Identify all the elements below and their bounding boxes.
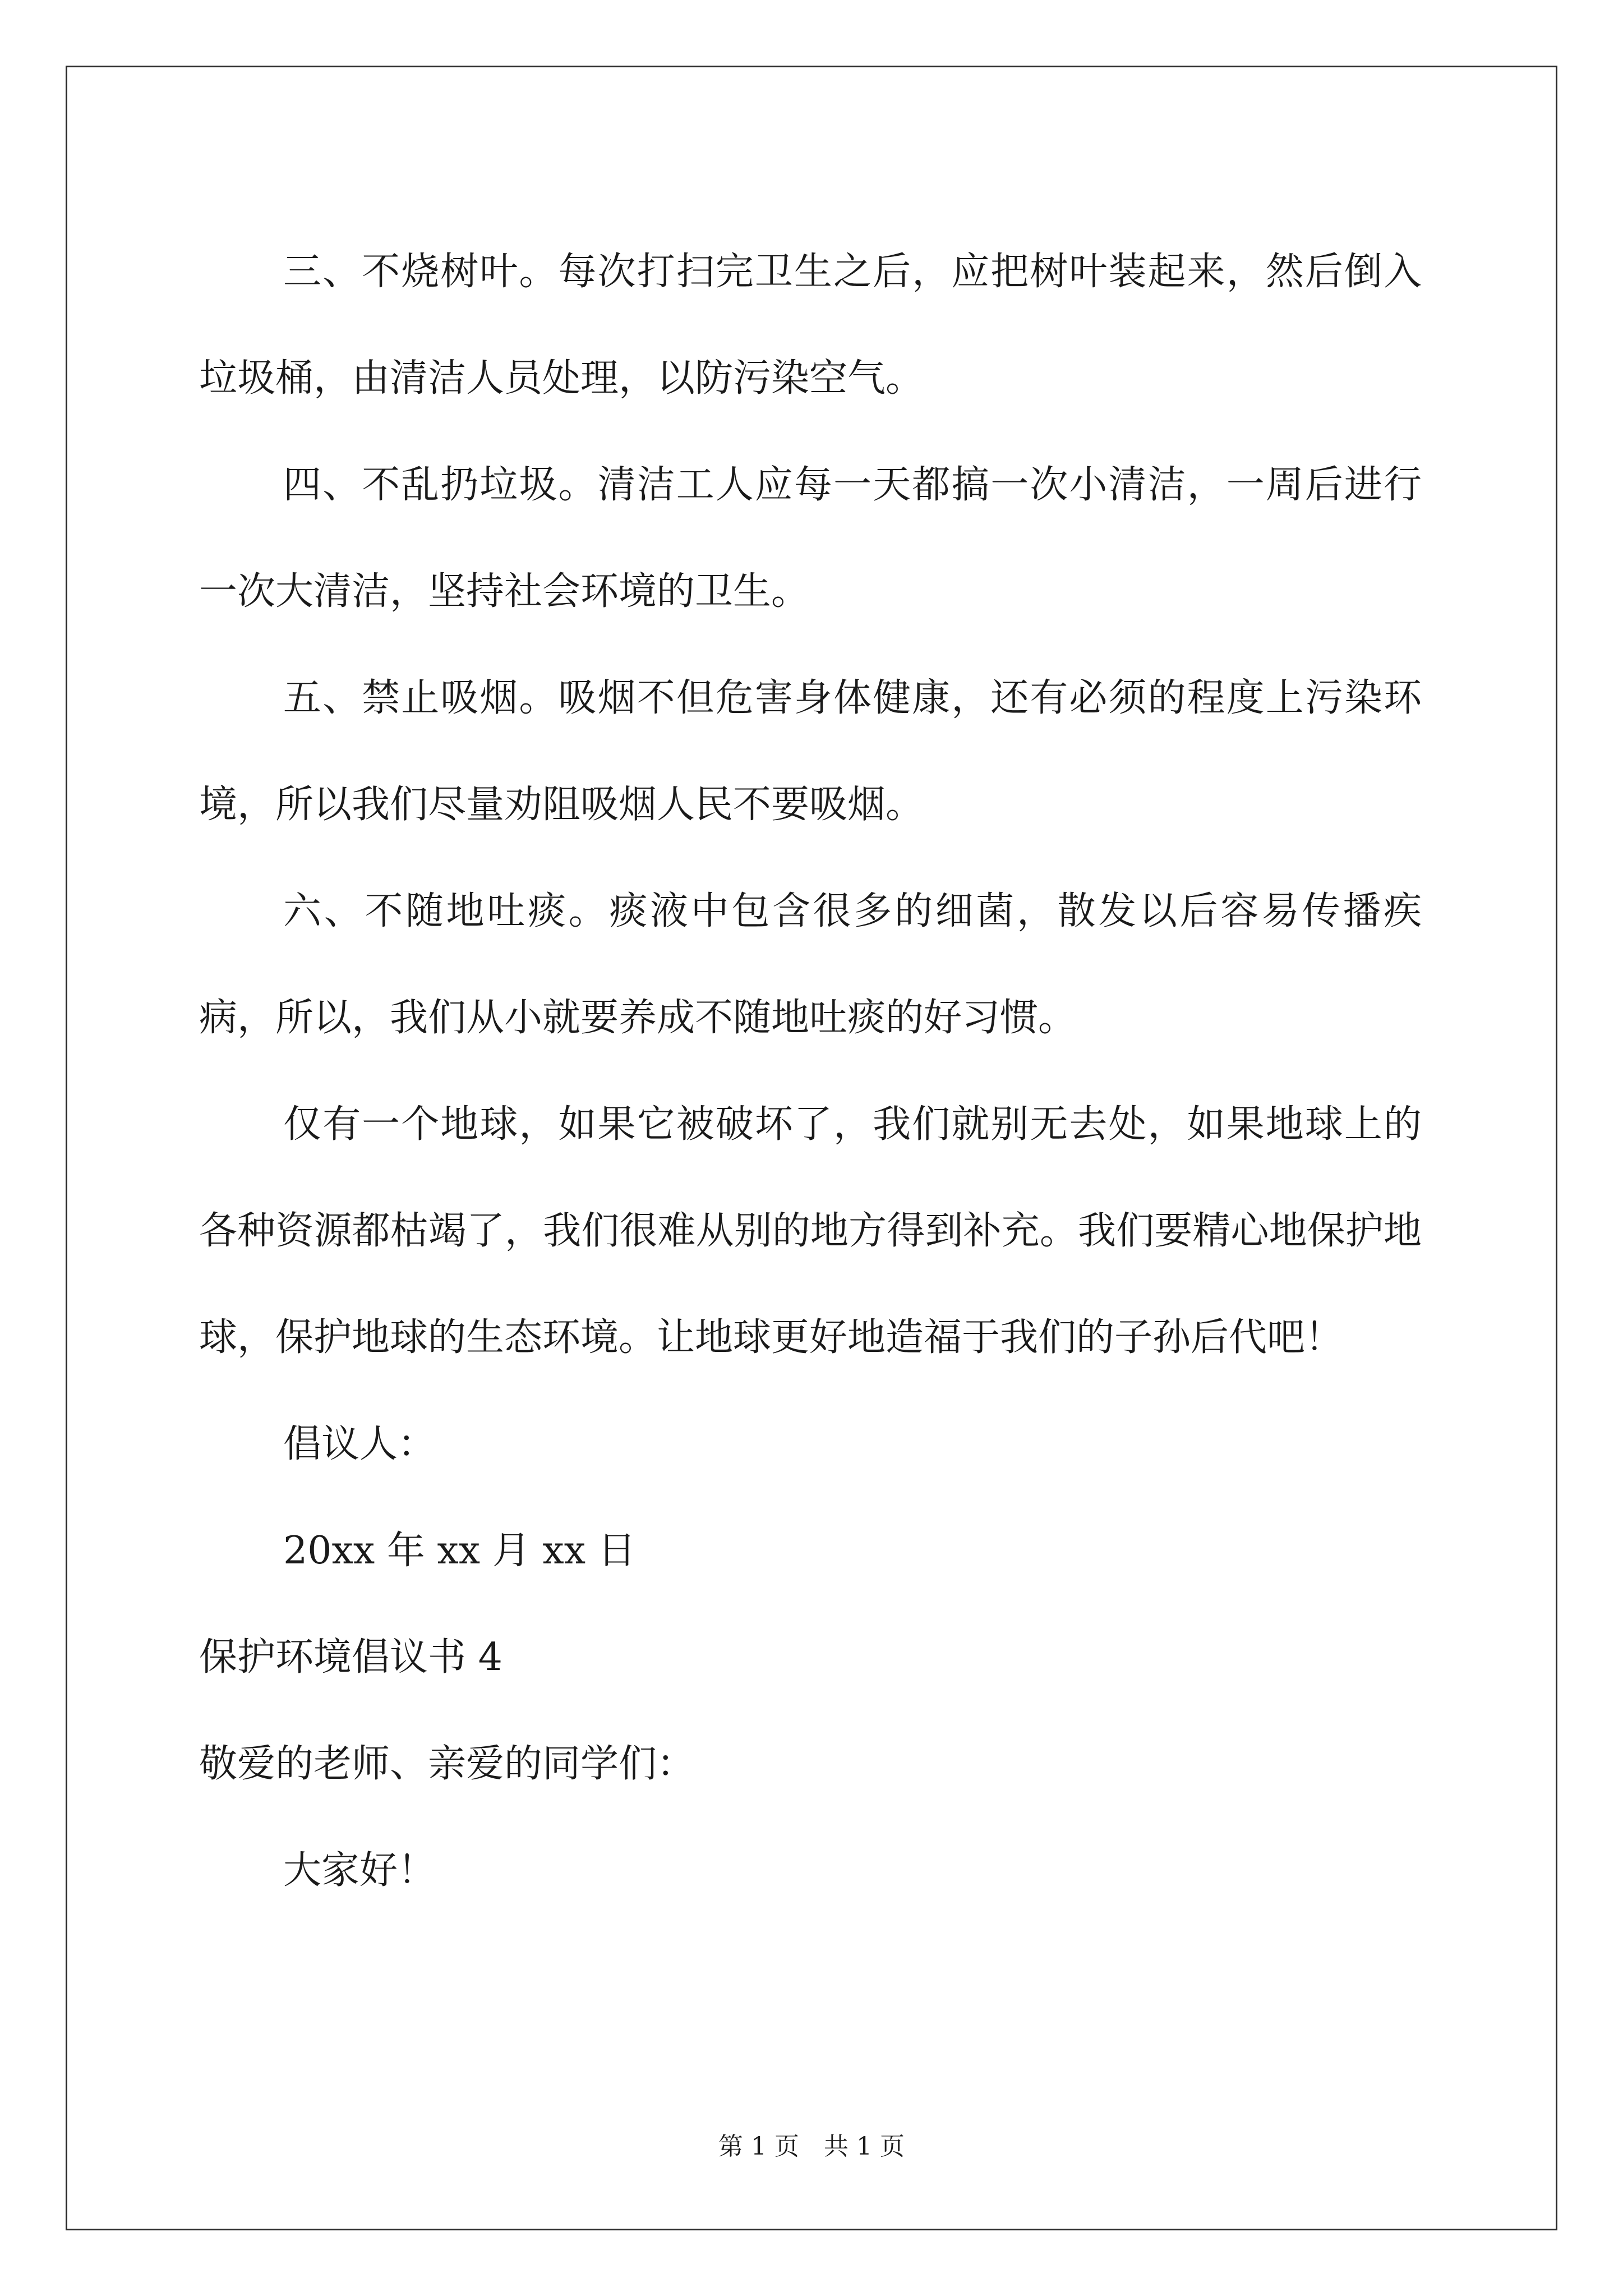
greeting: 大家好！	[283, 1848, 436, 1893]
paragraph-rule-6: 六、不随地吐痰。痰液中包含很多的细菌，散发以后容易传播疾病，所以，我们从小就要养成不随地吐痰的好习惯。	[199, 889, 1422, 1040]
paragraph-rule-5: 五、禁止吸烟。吸烟不但危害身体健康，还有必须的程度上污染环境，所以我们尽量劝阻吸烟人民不要吸烟。	[199, 676, 1422, 827]
salutation: 敬爱的老师、亲爱的同学们：	[199, 1742, 695, 1786]
paragraph-conclusion: 仅有一个地球，如果它被破坏了，我们就别无去处，如果地球上的各种资源都枯竭了，我们很难从别的地方得到补充。我们要精心地保护地球，保护地球的生态环境。让地球更好地造福于我们的子孙后代吧！	[199, 1102, 1422, 1360]
page-number-footer: 第 1 页 共 1 页	[718, 2132, 905, 2161]
paragraph-rule-3: 三、不烧树叶。每次打扫完卫生之后，应把树叶装起来，然后倒入垃圾桶，由清洁人员处理，以防污染空气。	[199, 250, 1422, 401]
signature-date: 20xx 年 xx 月 xx 日	[283, 1529, 636, 1573]
signature-label: 倡议人：	[283, 1422, 436, 1466]
paragraph-rule-4: 四、不乱扔垃圾。清洁工人应每一天都搞一次小清洁，一周后进行一次大清洁，坚持社会环境的卫生。	[199, 463, 1422, 614]
section-title: 保护环境倡议书 4	[199, 1635, 502, 1680]
document-body	[199, 219, 1422, 1924]
